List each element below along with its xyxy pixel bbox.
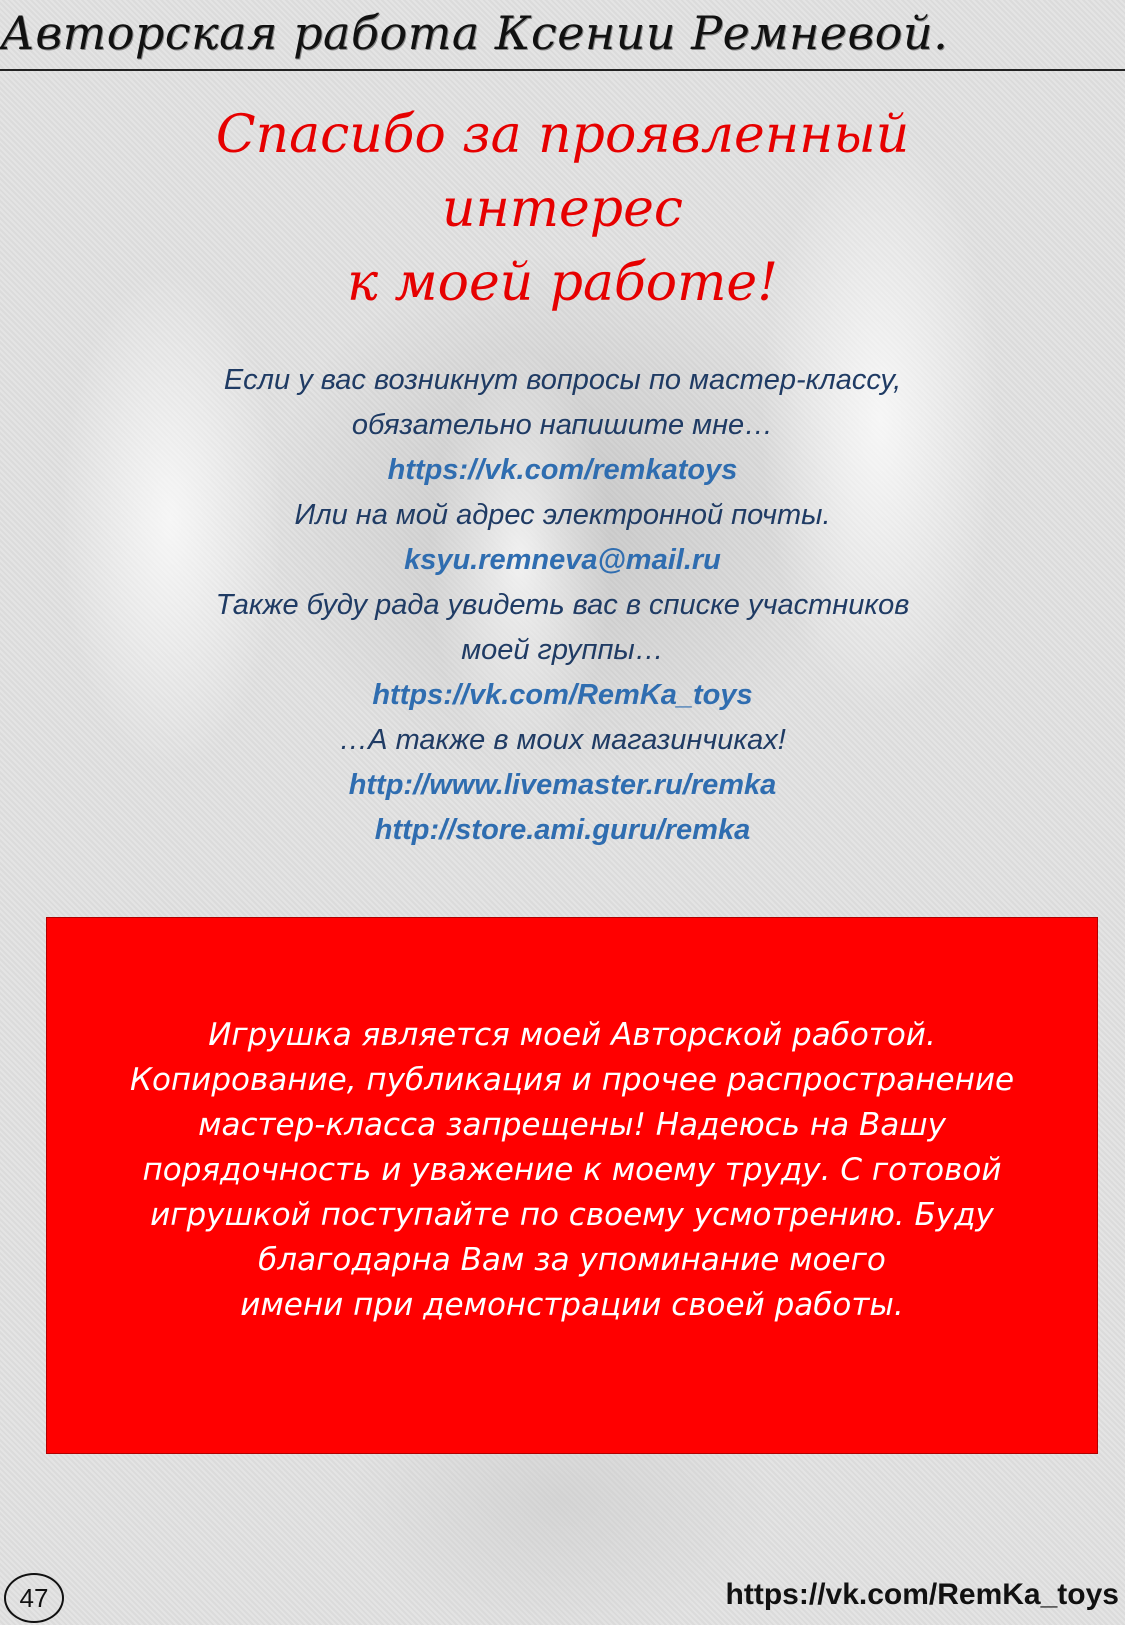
page-number: 47	[19, 1582, 49, 1613]
header-divider	[0, 69, 1125, 71]
footer-vk-link[interactable]: https://vk.com/RemKa_toys	[725, 1578, 1119, 1611]
page-number-badge	[4, 1573, 64, 1623]
contact-text: Если у вас возникнут вопросы по мастер-классу,	[223, 364, 902, 396]
copyright-notice-box	[47, 918, 1097, 1453]
notice-line: благодарна Вам за упоминание моего	[258, 1242, 886, 1278]
copyright-notice-text	[72, 1013, 1072, 1328]
email-link[interactable]: ksyu.remneva@mail.ru	[404, 544, 721, 576]
notice-line: Игрушка является моей Авторской работой.	[208, 1017, 936, 1053]
notice-line: игрушкой поступайте по своему усмотрению. Буду	[150, 1197, 994, 1233]
notice-line: Копирование, публикация и прочее распространение	[129, 1062, 1015, 1098]
notice-line: имени при демонстрации своей работы.	[240, 1287, 904, 1323]
vk-group-link[interactable]: https://vk.com/RemKa_toys	[372, 679, 753, 711]
contact-text: Или на мой адрес электронной почты.	[294, 499, 831, 531]
page-header	[0, 0, 1125, 72]
thank-you-line: интерес	[441, 179, 683, 239]
vk-profile-link[interactable]: https://vk.com/remkatoys	[387, 454, 738, 486]
contact-info	[0, 358, 1125, 853]
header-title: Авторская работа Ксении Ремневой.	[0, 6, 949, 60]
contact-text: обязательно напишите мне…	[351, 409, 774, 441]
notice-line: порядочность и уважение к моему труду. С готовой	[142, 1152, 1002, 1188]
thank-you-line: Спасибо за проявленный	[215, 105, 910, 165]
notice-line: мастер-класса запрещены! Надеюсь на Вашу	[198, 1107, 946, 1143]
contact-text: Также буду рада увидеть вас в списке участников	[215, 589, 910, 621]
contact-text: моей группы…	[461, 634, 664, 666]
livemaster-shop-link[interactable]: http://www.livemaster.ru/remka	[348, 769, 777, 801]
ami-guru-shop-link[interactable]: http://store.ami.guru/remka	[374, 814, 751, 846]
thank-you-line: к моей работе!	[346, 253, 779, 313]
thank-you-heading	[0, 98, 1125, 320]
contact-text: …А также в моих магазинчиках!	[339, 724, 786, 756]
